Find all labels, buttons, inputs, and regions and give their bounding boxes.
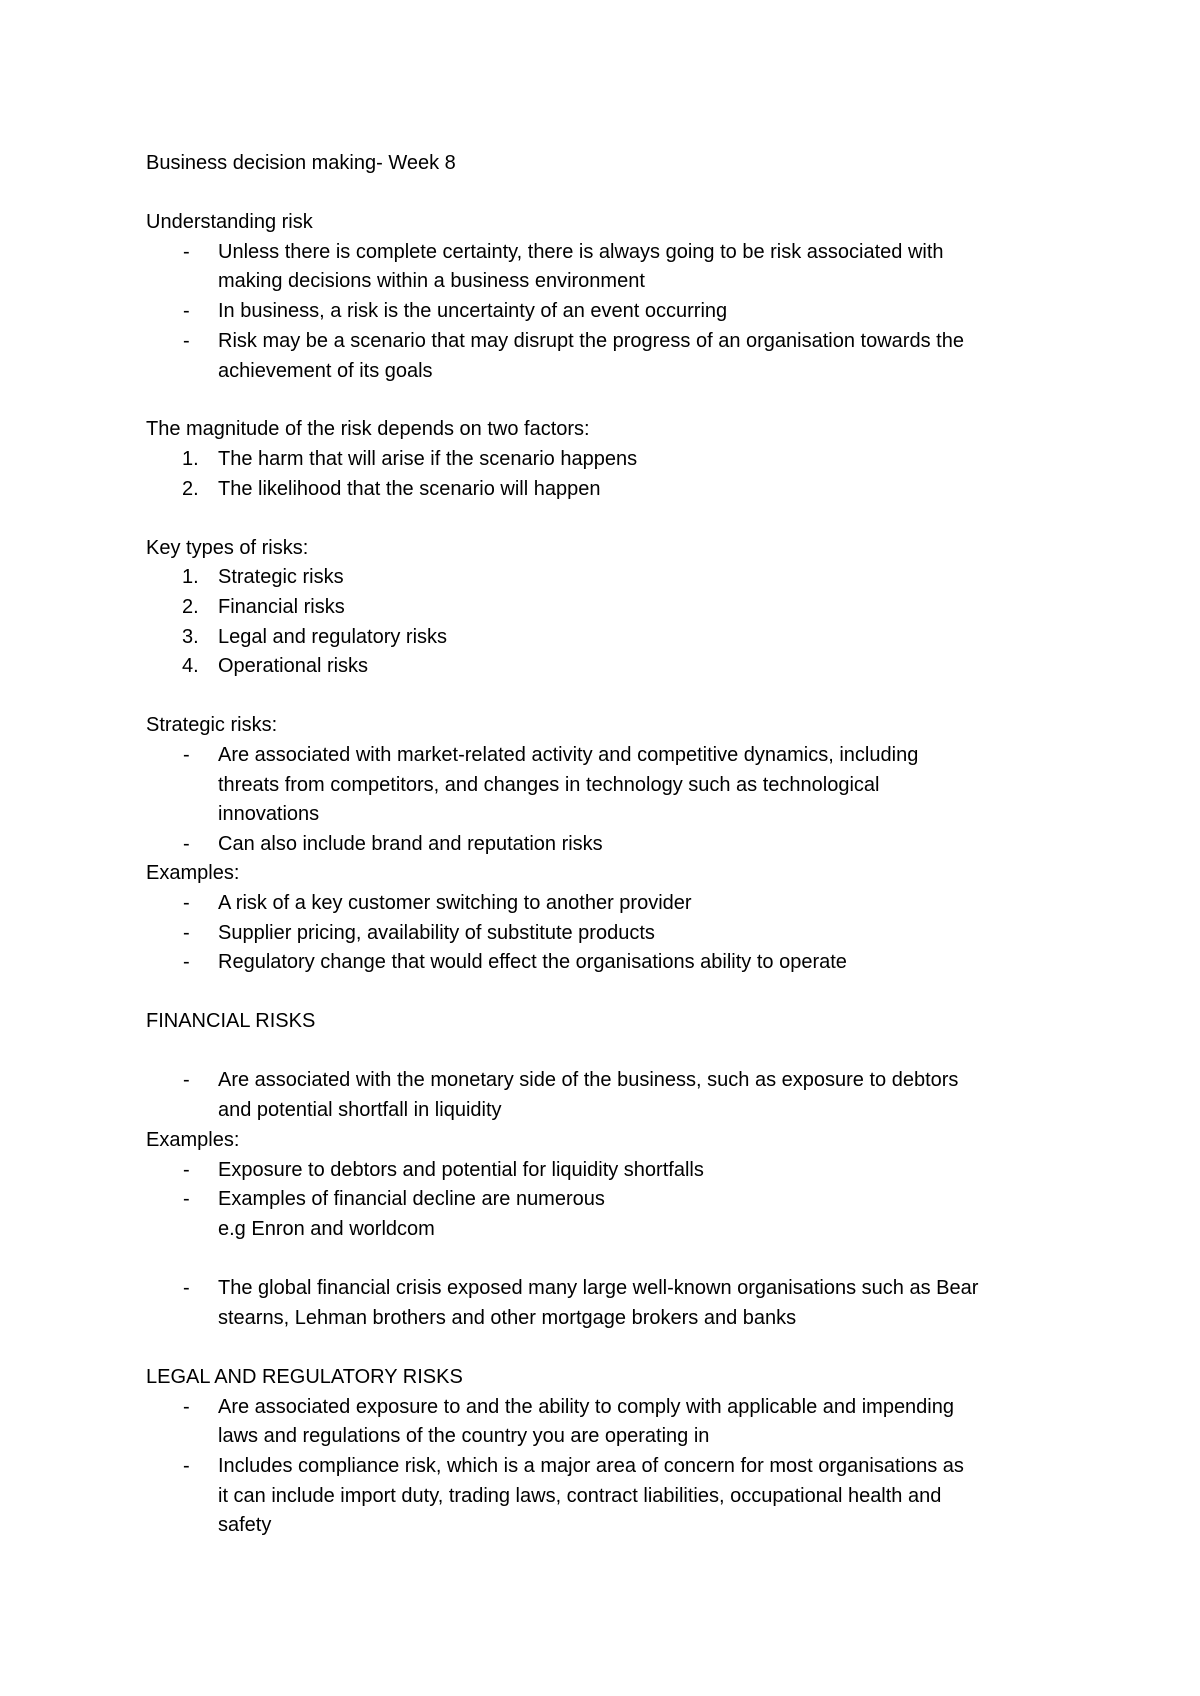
bullet-dash: - <box>183 1069 190 1091</box>
list-item: Legal and regulatory risks <box>218 626 448 648</box>
bullet-text: Regulatory change that would effect the organisations ability to operate <box>218 951 847 973</box>
bullet-text: e.g Enron and worldcom <box>218 1218 435 1240</box>
heading-magnitude: The magnitude of the risk depends on two factors: <box>146 418 590 440</box>
bullet-text: making decisions within a business environment <box>218 270 645 292</box>
bullet-dash: - <box>183 241 190 263</box>
bullet-dash: - <box>183 922 190 944</box>
list-number: 4. <box>182 655 199 677</box>
bullet-dash: - <box>183 744 190 766</box>
bullet-dash: - <box>183 1277 190 1299</box>
list-number: 2. <box>182 478 199 500</box>
examples-label: Examples: <box>146 1129 240 1151</box>
bullet-dash: - <box>183 951 190 973</box>
bullet-text: Examples of financial decline are numerous <box>218 1188 605 1210</box>
bullet-text: threats from competitors, and changes in technology such as technological <box>218 774 880 796</box>
list-number: 2. <box>182 596 199 618</box>
bullet-text: innovations <box>218 803 320 825</box>
bullet-text: Are associated with the monetary side of the business, such as exposure to debtors <box>218 1069 959 1091</box>
bullet-text: The global financial crisis exposed many large well-known organisations such as Bear <box>218 1277 979 1299</box>
list-item: The harm that will arise if the scenario happens <box>218 448 638 470</box>
list-item: Financial risks <box>218 596 345 618</box>
bullet-text: safety <box>218 1514 272 1536</box>
bullet-dash: - <box>183 330 190 352</box>
bullet-dash: - <box>183 1188 190 1210</box>
examples-label: Examples: <box>146 862 240 884</box>
bullet-dash: - <box>183 892 190 914</box>
bullet-text: Are associated with market-related activity and competitive dynamics, including <box>218 744 919 766</box>
bullet-text: Unless there is complete certainty, there is always going to be risk associated with <box>218 241 944 263</box>
bullet-text: Includes compliance risk, which is a major area of concern for most organisations as <box>218 1455 964 1477</box>
bullet-text: Can also include brand and reputation risks <box>218 833 603 855</box>
bullet-text: In business, a risk is the uncertainty of an event occurring <box>218 300 728 322</box>
heading-legal-regulatory-risks: LEGAL AND REGULATORY RISKS <box>146 1366 463 1388</box>
list-number: 3. <box>182 626 199 648</box>
list-item: The likelihood that the scenario will happen <box>218 478 601 500</box>
list-item: Strategic risks <box>218 566 344 588</box>
bullet-text: Supplier pricing, availability of substitute products <box>218 922 655 944</box>
bullet-text: Exposure to debtors and potential for liquidity shortfalls <box>218 1159 704 1181</box>
heading-financial-risks: FINANCIAL RISKS <box>146 1010 316 1032</box>
list-item: Operational risks <box>218 655 369 677</box>
bullet-dash: - <box>183 1159 190 1181</box>
heading-strategic-risks: Strategic risks: <box>146 714 278 736</box>
bullet-text: stearns, Lehman brothers and other mortgage brokers and banks <box>218 1307 797 1329</box>
bullet-text: it can include import duty, trading laws, contract liabilities, occupational health and <box>218 1485 942 1507</box>
bullet-text: Are associated exposure to and the ability to comply with applicable and impending <box>218 1396 954 1418</box>
document-title: Business decision making- Week 8 <box>146 152 456 174</box>
bullet-text: achievement of its goals <box>218 360 433 382</box>
heading-understanding-risk: Understanding risk <box>146 211 313 233</box>
bullet-text: Risk may be a scenario that may disrupt the progress of an organisation towards the <box>218 330 964 352</box>
list-number: 1. <box>182 448 199 470</box>
bullet-dash: - <box>183 1455 190 1477</box>
bullet-dash: - <box>183 833 190 855</box>
bullet-dash: - <box>183 300 190 322</box>
bullet-dash: - <box>183 1396 190 1418</box>
bullet-text: A risk of a key customer switching to another provider <box>218 892 692 914</box>
bullet-text: laws and regulations of the country you are operating in <box>218 1425 710 1447</box>
heading-key-types: Key types of risks: <box>146 537 309 559</box>
bullet-text: and potential shortfall in liquidity <box>218 1099 502 1121</box>
list-number: 1. <box>182 566 199 588</box>
